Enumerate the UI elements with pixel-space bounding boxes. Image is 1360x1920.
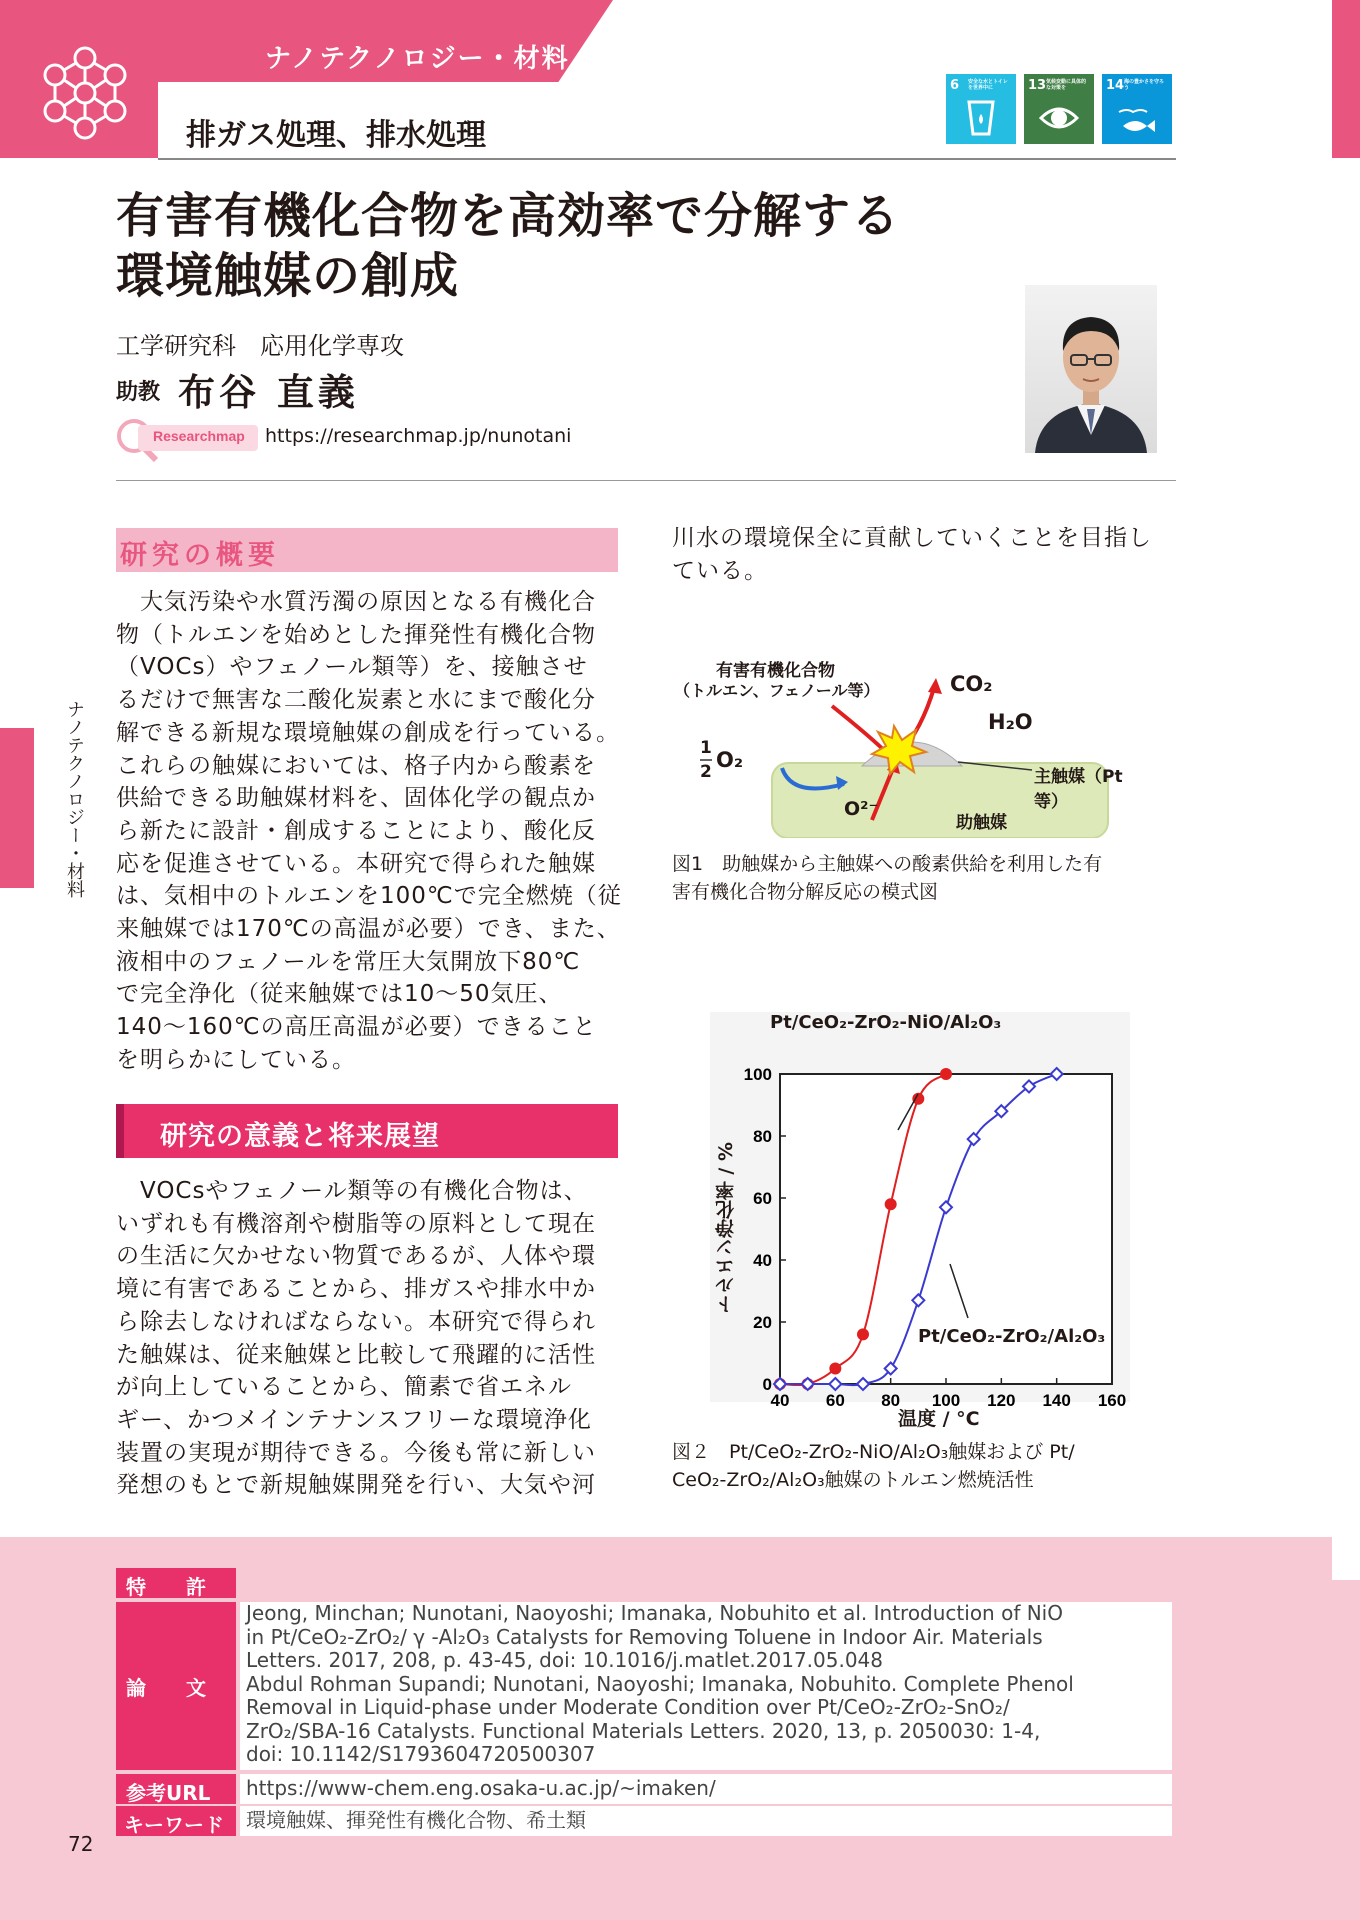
earth-eye-icon [1039, 98, 1079, 138]
y-tick-label: 20 [753, 1313, 772, 1332]
patent-value [240, 1568, 1172, 1598]
text-line: るだけで無害な二酸化炭素と水にまで酸化分 [116, 687, 596, 714]
text-line: を明らかにしている。 [116, 1046, 356, 1073]
article-title: 有害有機化合物を高効率で分解する 環境触媒の創成 [116, 188, 901, 304]
figure2-chart [710, 1012, 1130, 1432]
researchmap-badge[interactable] [116, 420, 258, 456]
x-tick-label: 100 [931, 1391, 961, 1410]
text-line: 大気汚染や水質汚濁の原因となる有機化合 [116, 589, 596, 615]
series1-point [940, 1068, 952, 1080]
keyword-label: キーワード [116, 1806, 236, 1836]
x-axis-title: 温度 / °C [898, 1408, 980, 1430]
label-o2: O₂ [716, 748, 744, 772]
text-line: ら除去しなければならない。本研究で得られ [116, 1308, 596, 1335]
text-line: これらの触媒においては、格子内から酸素を [116, 752, 596, 779]
department: 工学研究科 応用化学専攻 [116, 332, 404, 360]
text-line: いずれも有機溶剤や樹脂等の原料として現在 [116, 1210, 596, 1237]
series1-point [829, 1363, 841, 1375]
text-line: ている。 [672, 557, 768, 584]
info-edge-tab [1332, 1580, 1360, 1920]
text-line: 装置の実現が期待できる。今後も常に新しい [116, 1439, 596, 1466]
label-cocatalyst: 助触媒 [956, 813, 1007, 833]
label-o2minus: O²⁻ [844, 798, 879, 820]
url-label: 参考URL [116, 1774, 236, 1804]
paper-line: Letters. 2017, 208, p. 43-45, doi: 10.1016/j.matlet.2017.05.048 [246, 1648, 884, 1672]
author-rank: 助教 [116, 380, 161, 405]
y-axis-title: トルエン浄化率 / % [715, 1142, 737, 1315]
category-icon-box [0, 0, 158, 158]
text-line: の生活に欠かせない物質であるが、人体や環 [116, 1243, 596, 1270]
portrait-illustration [1025, 285, 1157, 453]
text-line: 供給できる助触媒材料を、固体化学の観点か [116, 785, 596, 812]
x-tick-label: 120 [987, 1391, 1016, 1410]
paper-list [240, 1602, 1172, 1770]
x-tick-label: 80 [881, 1391, 901, 1410]
y-tick-label: 80 [753, 1127, 772, 1146]
author-photo [1025, 285, 1157, 453]
author-name: 布谷 直義 [178, 371, 359, 414]
text-line: は、気相中のトルエンを100℃で完全燃焼（従 [116, 883, 622, 910]
series1-point [885, 1198, 897, 1210]
section-significance-continued [672, 522, 1182, 587]
text-line: 発想のもとで新規触媒開発を行い、大気や河 [116, 1472, 596, 1499]
section-overview-body [116, 586, 626, 1077]
text-line: 川水の環境保全に貢献していくことを目指し [672, 525, 1152, 551]
section-significance-heading: 研究の意義と将来展望 [116, 1104, 618, 1158]
label-h2o: H₂O [988, 710, 1033, 734]
text-line: ギー、かつメインテナンスフリーな環境浄化 [116, 1406, 592, 1433]
y-tick-label: 0 [762, 1375, 772, 1394]
header-divider [158, 158, 1176, 160]
side-category-tab [0, 728, 34, 888]
section-significance-body [116, 1175, 626, 1502]
series1-label: Pt/CeO₂-ZrO₂-NiO/Al₂O₃ [770, 1012, 1002, 1033]
title-divider [116, 480, 1176, 481]
text-line: 物（トルエンを始めとした揮発性有機化合物 [116, 621, 596, 648]
text-line: た触媒は、従来触媒と比較して飛躍的に活性 [116, 1341, 596, 1368]
figure1-diagram [672, 648, 1140, 838]
researchmap-label: Researchmap [153, 428, 245, 444]
keywords: 環境触媒、揮発性有機化合物、希土類 [240, 1806, 1172, 1836]
label-main-catalyst: 主触媒（Pt等） [1034, 767, 1123, 812]
x-tick-label: 160 [1097, 1391, 1127, 1410]
x-tick-label: 140 [1042, 1391, 1071, 1410]
text-line: で完全浄化（従来触媒では10～50気圧、 [116, 981, 563, 1008]
text-line: 解できる新規な環境触媒の創成を行っている。 [116, 719, 620, 746]
text-line: （VOCs）やフェノール類等）を、接触させ [116, 654, 588, 681]
section-overview-heading: 研究の概要 [116, 528, 618, 572]
text-line: 応を促進させている。本研究で得られた触媒 [116, 850, 596, 877]
toluene-conversion-chart [710, 1012, 1130, 1432]
x-tick-label: 60 [825, 1391, 845, 1410]
y-tick-label: 100 [743, 1065, 772, 1084]
subcategory-label: 排ガス処理、排水処理 [186, 118, 486, 153]
sdg-13-badge: 13 気候変動に具体的な対策を [1024, 74, 1094, 144]
label-co2: CO₂ [950, 672, 993, 696]
text-line: 境に有害であることから、排ガスや排水中か [116, 1276, 596, 1303]
fish-icon [1117, 98, 1157, 138]
paper-line: doi: 10.1142/S1793604720500307 [246, 1742, 596, 1766]
water-glass-icon [961, 98, 1001, 138]
label-compound-sub: （トルエン、フェノール等） [674, 681, 880, 700]
reference-url[interactable]: https://www-chem.eng.osaka-u.ac.jp/~imaken/ [240, 1774, 1172, 1804]
side-category-text: ナノテクノロジー・材料 [64, 700, 85, 898]
nanotech-icon [0, 0, 158, 158]
sdg-14-badge: 14 海の豊かさを守ろう [1102, 74, 1172, 144]
researchmap-url[interactable]: https://researchmap.jp/nunotani [265, 425, 572, 447]
series1-point [857, 1328, 869, 1340]
label-compound: 有害有機化合物 [716, 661, 835, 681]
text-line: ら新たに設計・創成することにより、酸化反 [116, 817, 596, 844]
sdg-6-badge: 6 安全な水とトイレを世界中に [946, 74, 1016, 144]
y-tick-label: 60 [753, 1189, 772, 1208]
text-line: 来触媒では170℃の高温が必要）でき、また、 [116, 916, 621, 943]
page-number: 72 [68, 1832, 94, 1856]
paper-line: ZrO₂/SBA-16 Catalysts. Functional Materials Letters. 2020, 13, p. 2050030: 1-4, [246, 1718, 1041, 1743]
category-label: ナノテクノロジー・材料 [265, 44, 570, 74]
text-line: 140～160℃の高圧高温が必要）できること [116, 1014, 597, 1041]
text-line: VOCsやフェノール類等の有機化合物は、 [116, 1178, 588, 1204]
x-tick-label: 40 [770, 1391, 790, 1410]
paper-line: Jeong, Minchan; Nunotani, Naoyoshi; Imanaka, Nobuhito et al. Introduction of NiO [246, 1601, 1063, 1625]
label-half-num: 1 [700, 738, 712, 758]
paper-line: Removal in Liquid-phase under Moderate Condition over Pt/CeO₂-ZrO₂-SnO₂/ [246, 1695, 1010, 1719]
edge-tab [1332, 0, 1360, 158]
text-line: 液相中のフェノールを常圧大気開放下80℃ [116, 948, 581, 975]
series2-label: Pt/CeO₂-ZrO₂/Al₂O₃ [918, 1326, 1106, 1347]
patent-label: 特 許 [116, 1568, 236, 1598]
figure1-caption: 図1 助触媒から主触媒への酸素供給を利用した有 害有機化合物分解反応の模式図 [672, 853, 1103, 903]
paper-label: 論 文 [116, 1602, 236, 1770]
paper-line: in Pt/CeO₂-ZrO₂/ γ -Al₂O₃ Catalysts for Removing Toluene in Indoor Air. Materials [246, 1624, 1043, 1649]
figure2-caption: 図２ Pt/CeO₂-ZrO₂-NiO/Al₂O₃触媒および Pt/ CeO₂-ZrO₂/Al₂O₃触媒のトルエン燃焼活性 [672, 1441, 1075, 1491]
paper-line: Abdul Rohman Supandi; Nunotani, Naoyoshi; Imanaka, Nobuhito. Complete Phenol [246, 1671, 1074, 1696]
y-tick-label: 40 [753, 1251, 772, 1270]
label-half-den: 2 [700, 762, 712, 782]
text-line: が向上していることから、簡素で省エネル [116, 1374, 572, 1401]
